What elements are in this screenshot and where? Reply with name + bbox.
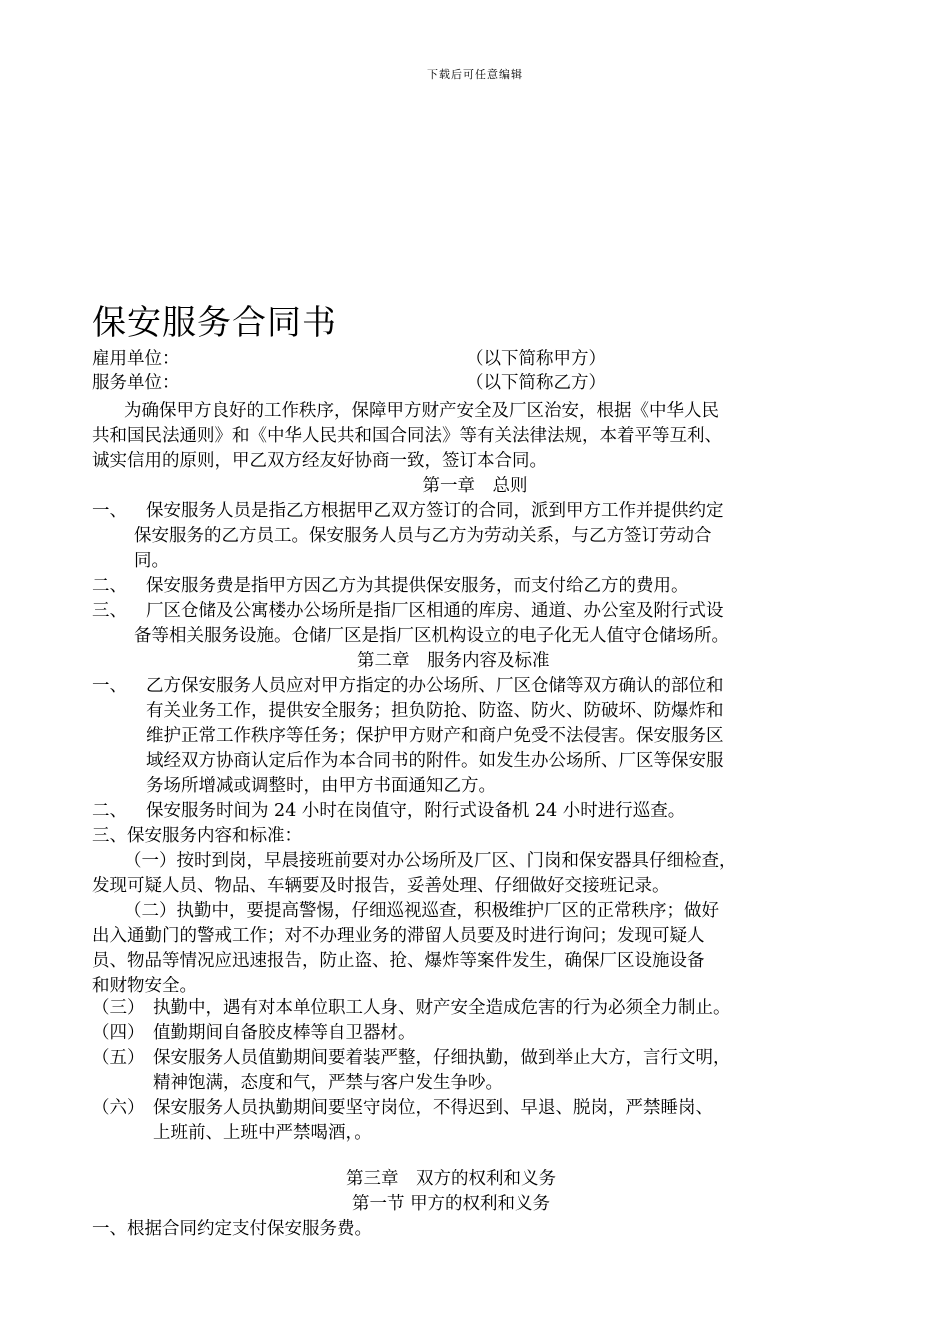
clause-number: 二、: [92, 576, 127, 596]
sub-clause-text: 员、物品等情况应迅速报告，防止盗、抢、爆炸等案件发生，确保厂区设施设备: [92, 951, 705, 971]
sub-clause-text: 上班前、上班中严禁喝酒，。: [153, 1123, 372, 1143]
header-note: 下载后可任意编辑: [427, 68, 523, 81]
employer-note: （以下简称甲方）: [466, 349, 606, 369]
clause-text: 域经双方协商认定后作为本合同书的附件。如发生办公场所、厂区等保安服: [146, 751, 724, 771]
clause-text: 务场所增减或调整时，由甲方书面通知乙方。: [146, 776, 496, 796]
clause-text: 保安服务人员是指乙方根据甲乙双方签订的合同，派到甲方工作并提供约定: [146, 501, 724, 521]
provider-note: （以下简称乙方）: [466, 373, 606, 393]
document-title: 保安服务合同书: [92, 303, 337, 343]
clause-text: 有关业务工作，提供安全服务；担负防抢、防盗、防火、防破坏、防爆炸和: [146, 701, 724, 721]
clause-heading: 三、保安服务内容和标准：: [92, 826, 302, 846]
sub-clause-text: 出入通勤门的警戒工作；对不办理业务的滞留人员要及时进行询问；发现可疑人: [92, 926, 705, 946]
clause-text: 厂区仓储及公寓楼办公场所是指厂区相通的库房、通道、办公室及附行式设: [146, 601, 724, 621]
sub-clause-number: （三）: [92, 998, 145, 1018]
sub-clause-number: （五）: [92, 1048, 145, 1068]
sub-clause-text: （二）执勤中，要提高警惕，仔细巡视巡查，积极维护厂区的正常秩序；做好: [124, 901, 719, 921]
clause-text: 备等相关服务设施。仓储厂区是指厂区机构设立的电子化无人值守仓储场所。: [134, 626, 729, 646]
provider-label: 服务单位：: [92, 373, 180, 393]
sub-clause-text: 精神饱满，态度和气，严禁与客户发生争吵。: [153, 1073, 503, 1093]
sub-clause-text: 执勤中，遇有对本单位职工人身、财产安全造成危害的行为必须全力制止。: [153, 998, 731, 1018]
intro-line: 诚实信用的原则，甲乙双方经友好协商一致，签订本合同。: [92, 451, 547, 471]
clause-text: 一、根据合同约定支付保安服务费。: [92, 1219, 372, 1239]
clause-text: 保安服务费是指甲方因乙方为其提供保安服务，而支付给乙方的费用。: [146, 576, 689, 596]
sub-clause-text: 保安服务人员值勤期间要着装严整，仔细执勤，做到举止大方，言行文明，: [153, 1048, 731, 1068]
section-heading: 第一节 甲方的权利和义务: [352, 1194, 551, 1214]
clause-text: 同。: [134, 551, 169, 571]
clause-text: 保安服务的乙方员工。保安服务人员与乙方为劳动关系，与乙方签订劳动合: [134, 526, 712, 546]
sub-clause-text: 值勤期间自备胶皮棒等自卫器材。: [153, 1023, 416, 1043]
chapter-heading: 第二章 服务内容及标准: [357, 651, 550, 671]
clause-text: 维护正常工作秩序等任务；保护甲方财产和商户免受不法侵害。保安服务区: [146, 726, 724, 746]
clause-text: 乙方保安服务人员应对甲方指定的办公场所、厂区仓储等双方确认的部位和: [146, 676, 724, 696]
clause-number: 二、: [92, 801, 127, 821]
sub-clause-number: （六）: [92, 1098, 145, 1118]
sub-clause-text: （一）按时到岗，早晨接班前要对办公场所及厂区、门岗和保安器具仔细检查，: [124, 851, 737, 871]
sub-clause-number: （四）: [92, 1023, 145, 1043]
employer-label: 雇用单位：: [92, 349, 180, 369]
clause-text: 保安服务时间为 24 小时在岗值守，附行式设备机 24 小时进行巡查。: [146, 801, 686, 821]
clause-number: 一、: [92, 501, 127, 521]
intro-line: 共和国民法通则》和《中华人民共和国合同法》等有关法律法规，本着平等互利、: [92, 426, 722, 446]
sub-clause-text: 发现可疑人员、物品、车辆要及时报告，妥善处理、仔细做好交接班记录。: [92, 876, 670, 896]
sub-clause-text: 保安服务人员执勤期间要坚守岗位，不得迟到、早退、脱岗，严禁睡岗、: [153, 1098, 713, 1118]
clause-number: 三、: [92, 601, 127, 621]
intro-line: 为确保甲方良好的工作秩序，保障甲方财产安全及厂区治安，根据《中华人民: [124, 401, 719, 421]
sub-clause-text: 和财物安全。: [92, 976, 197, 996]
clause-number: 一、: [92, 676, 127, 696]
chapter-heading: 第三章 双方的权利和义务: [346, 1169, 556, 1189]
chapter-heading: 第一章 总则: [422, 476, 528, 496]
